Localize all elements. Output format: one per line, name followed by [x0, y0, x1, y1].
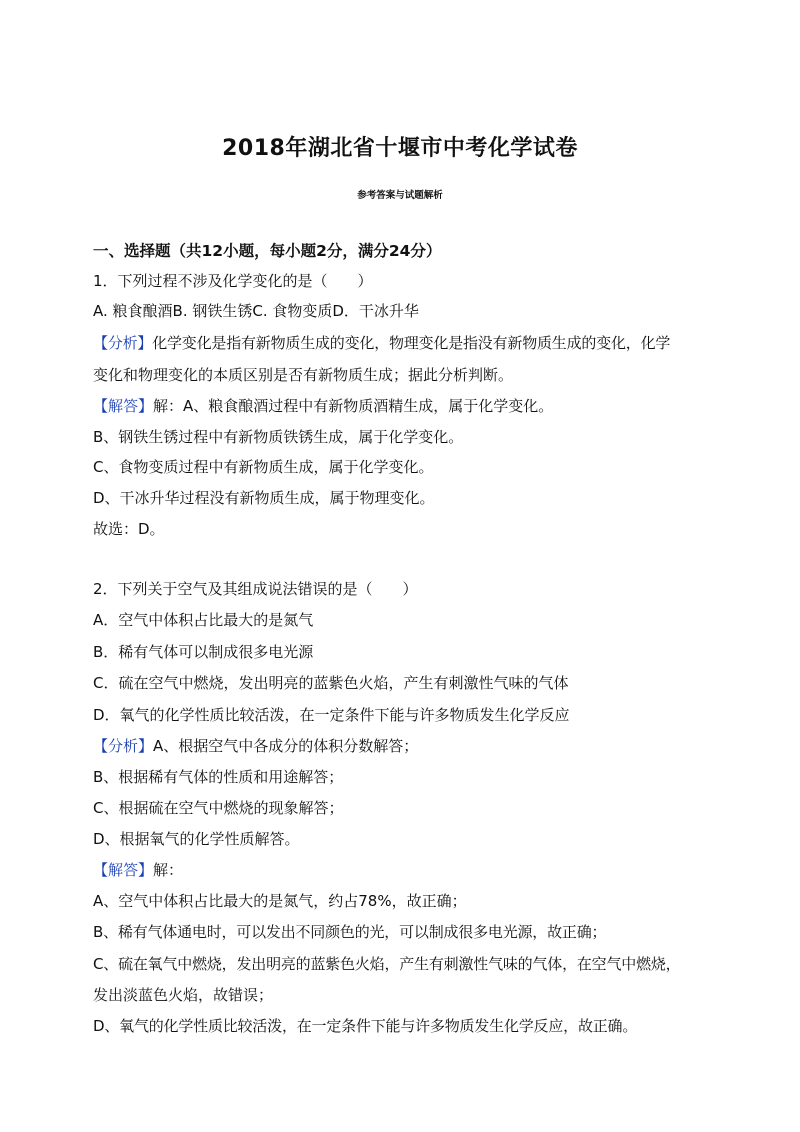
q2-analysis-line-1: [93, 735, 713, 757]
analysis-tag: 【分析】: [93, 334, 153, 352]
q2-analysis-line-3: C、根据硫在空气中燃烧的现象解答；: [93, 799, 344, 817]
q2-answer-line-4: 发出淡蓝色火焰，故错误；: [93, 986, 274, 1004]
q1-answer-line-2: B、钢铁生锈过程中有新物质铁锈生成，属于化学变化。: [93, 428, 464, 446]
q2-answer-line-3: C、硫在氧气中燃烧，发出明亮的蓝紫色火焰，产生有刺激性气味的气体，在空气中燃烧，: [93, 955, 681, 973]
q1-analysis-line-2: 变化和物理变化的本质区别是否有新物质生成；据此分析判断。: [93, 366, 514, 384]
q2-option-a: A．空气中体积占比最大的是氮气: [93, 611, 314, 629]
q2-answer-line-1: A、空气中体积占比最大的是氮气，约占78%，故正确；: [93, 892, 467, 910]
answer-tag: 【解答】: [93, 397, 154, 415]
q2-analysis-line-4: D、根据氧气的化学性质解答。: [93, 830, 300, 848]
q1-answer-line-3: C、食物变质过程中有新物质生成，属于化学变化。: [93, 458, 434, 476]
q2-option-b: B．稀有气体可以制成很多电光源: [93, 643, 314, 661]
q1-analysis-text: 化学变化是指有新物质生成的变化，物理变化是指没有新物质生成的变化，化学: [152, 334, 671, 352]
q1-analysis-line-1: [93, 332, 713, 354]
q1-answer-text: 解：A、粮食酿酒过程中有新物质酒精生成，属于化学变化。: [153, 397, 554, 415]
q1-choice: 故选：D。: [93, 520, 165, 538]
q2-answer-line-5: D、氧气的化学性质比较活泼，在一定条件下能与许多物质发生化学反应，故正确。: [93, 1017, 638, 1035]
answer-tag: 【解答】: [93, 861, 154, 879]
q1-answer-line-4: D、干冰升华过程没有新物质生成，属于物理变化。: [93, 489, 435, 507]
q1-stem: 1．下列过程不涉及化学变化的是（ ）: [93, 272, 373, 290]
page-title: 2018年湖北省十堰市中考化学试卷: [222, 136, 578, 161]
q2-option-c: C．硫在空气中燃烧，发出明亮的蓝紫色火焰，产生有刺激性气味的气体: [93, 674, 569, 692]
q1-options: A. 粮食酿酒B. 钢铁生锈C. 食物变质D．干冰升华: [93, 302, 419, 320]
q2-option-d: D．氧气的化学性质比较活泼，在一定条件下能与许多物质发生化学反应: [93, 706, 570, 724]
q2-analysis-line-2: B、根据稀有气体的性质和用途解答；: [93, 768, 344, 786]
q2-stem: 2．下列关于空气及其组成说法错误的是（ ）: [93, 580, 418, 598]
q2-analysis-text: A、根据空气中各成分的体积分数解答；: [153, 737, 419, 755]
section-heading: 一、选择题（共12小题，每小题2分，满分24分）: [93, 242, 442, 260]
q1-answer-line-1: [93, 395, 713, 417]
analysis-tag: 【分析】: [93, 737, 154, 755]
q2-answer-intro: [93, 859, 713, 881]
q2-answer-line-2: B、稀有气体通电时，可以发出不同颜色的光，可以制成很多电光源，故正确；: [93, 923, 607, 941]
page-subtitle: 参考答案与试题解析: [357, 190, 443, 201]
q2-answer-intro-text: 解：: [153, 861, 184, 879]
